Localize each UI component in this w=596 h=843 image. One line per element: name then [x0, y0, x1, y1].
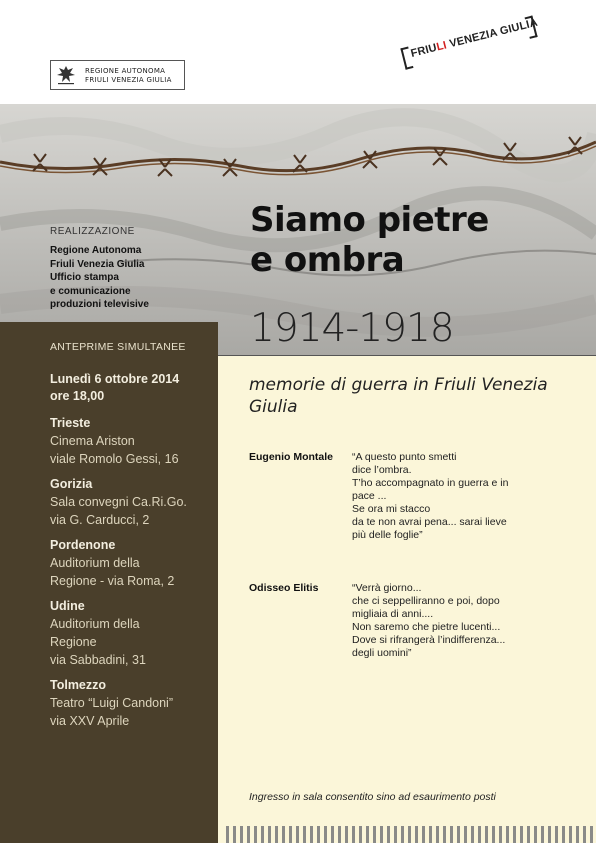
credits-line: Regione Autonoma: [50, 245, 142, 256]
quote-text: [352, 451, 557, 542]
venue-line: Auditorium della: [50, 556, 140, 570]
screenings-label: ANTEPRIME SIMULTANEE: [50, 341, 186, 353]
venue-city: Gorizia: [50, 477, 93, 491]
brand-text-2: LI: [435, 39, 449, 54]
screening-date: [50, 371, 179, 405]
brand-text-3: VE: [445, 34, 466, 51]
quote-line: dice l’ombra.: [352, 464, 412, 476]
quote-line: degli uomini”: [352, 647, 412, 659]
page-title: [250, 200, 489, 280]
venue-line: via Sabbadini, 31: [50, 653, 146, 667]
quote-line: più delle foglie”: [352, 529, 423, 541]
years-heading: 1914-1918: [250, 306, 454, 351]
quote-text: [352, 582, 557, 660]
venue-line: Auditorium della: [50, 617, 140, 631]
quote-author: Eugenio Montale: [249, 451, 333, 463]
quote-line: “Verrà giorno...: [352, 582, 422, 594]
venue-line: Regione: [50, 635, 97, 649]
quote-line: Dove si rifrangerà l’indifferenza...: [352, 634, 506, 646]
venue-item: [50, 475, 215, 529]
venue-line: via XXV Aprile: [50, 714, 130, 728]
quote-line: “A questo punto smetti: [352, 451, 457, 463]
venue-list: [50, 414, 215, 737]
venue-city: Pordenone: [50, 538, 116, 552]
credits-line: Friuli Venezia Giulia: [50, 258, 145, 270]
entry-note: Ingresso in sala consentito sino ad esaurimento posti: [249, 791, 496, 803]
venue-line: Regione - via Roma, 2: [50, 574, 175, 588]
quote-line: Non saremo che pietre lucenti...: [352, 621, 501, 633]
venue-line: viale Romolo Gessi, 16: [50, 452, 179, 466]
venue-item: [50, 536, 215, 590]
eagle-emblem-icon: [54, 63, 78, 87]
top-header: [0, 0, 596, 104]
decorative-stripes: [226, 826, 596, 843]
quote-line: che ci seppelliranno e poi, dopo: [352, 595, 500, 607]
venue-city: Udine: [50, 599, 85, 613]
brand-text-4: NEZIA GIULIA: [462, 16, 539, 47]
credits-line: Ufficio stampa: [50, 272, 119, 283]
venue-item: [50, 597, 215, 669]
quote-line: da te non avrai pena... sarai lieve: [352, 516, 507, 528]
date-line-1: Lunedì 6 ottobre 2014: [50, 372, 180, 386]
credits-line: e comunicazione: [50, 285, 131, 297]
quote-line: migliaia di anni....: [352, 608, 434, 620]
venue-line: Sala convegni Ca.Ri.Go.: [50, 495, 187, 509]
venue-line: via G. Carducci, 2: [50, 513, 150, 527]
region-logo-line1: REGIONE AUTONOMA: [85, 67, 166, 75]
region-logo: [50, 60, 185, 90]
region-logo-line2: FRIULI VENEZIA GIULIA: [85, 76, 172, 84]
title-line-2: e ombra: [250, 240, 405, 280]
quote-author: Odisseo Elitis: [249, 582, 319, 594]
venue-line: Cinema Ariston: [50, 434, 135, 448]
title-line-1: Siamo pietre: [250, 200, 489, 240]
date-line-2: ore 18,00: [50, 389, 105, 403]
fvg-brand-logo: [400, 13, 544, 80]
venue-city: Tolmezzo: [50, 678, 107, 692]
credits-label: REALIZZAZIONE: [50, 226, 135, 237]
venue-item: [50, 414, 215, 468]
quote-line: pace ...: [352, 490, 387, 502]
venue-item: [50, 676, 215, 730]
venue-city: Trieste: [50, 416, 91, 430]
quote-line: T’ho accompagnato in guerra e in: [352, 477, 509, 489]
subtitle: memorie di guerra in Friuli Venezia Giulia: [249, 375, 548, 417]
venue-line: Teatro “Luigi Candoni”: [50, 696, 173, 710]
credits-text: [50, 244, 149, 312]
divider-line: [218, 355, 596, 356]
brand-text-1: FRIU: [409, 41, 439, 60]
credits-line: produzioni televisive: [50, 299, 149, 310]
quote-line: Se ora mi stacco: [352, 503, 431, 515]
